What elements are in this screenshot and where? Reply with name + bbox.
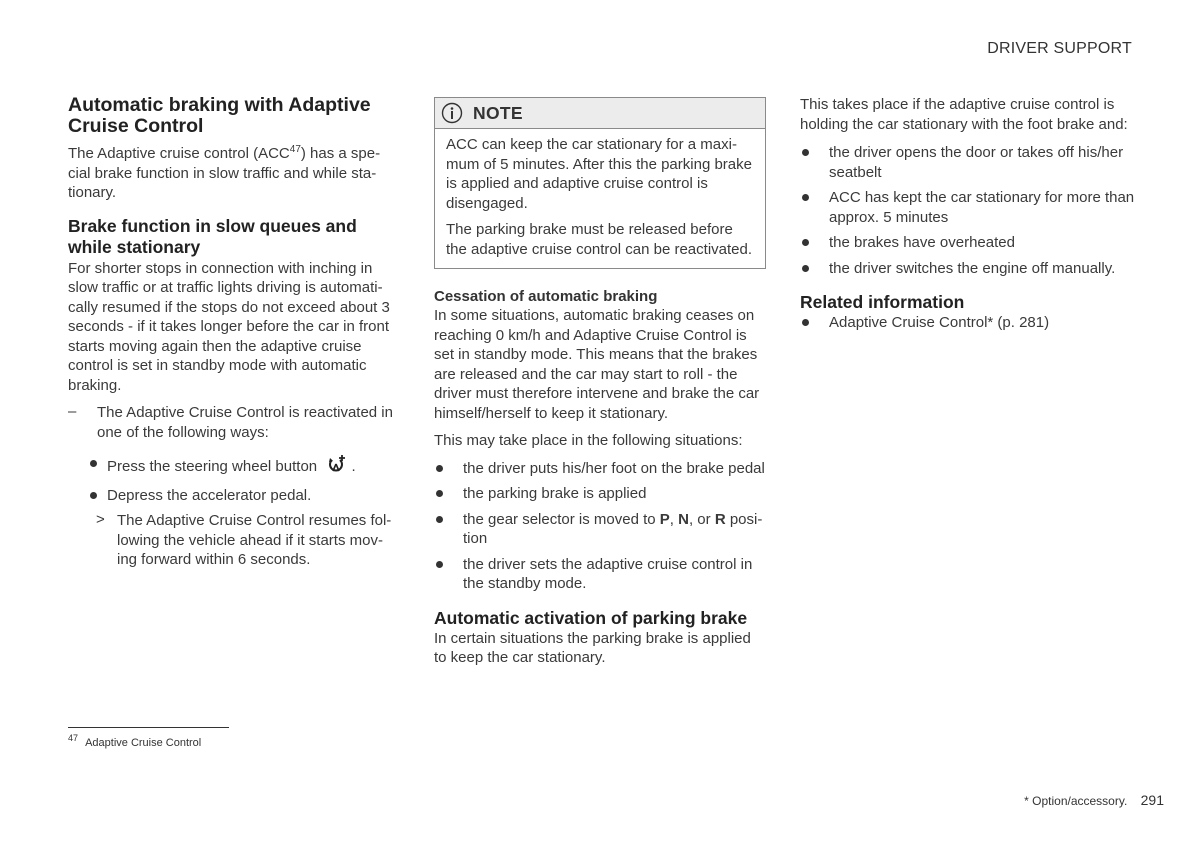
list-item [800, 143, 1135, 182]
bullet-dot [436, 516, 443, 523]
note-box [434, 97, 766, 269]
related-link-text[interactable]: Adaptive Cruise Control* (p. 281) [829, 314, 1050, 331]
gear-separator: , [669, 510, 679, 528]
situations-intro: This may take place in the following situations: [434, 432, 743, 449]
situations-list [434, 459, 766, 594]
list-item [434, 459, 766, 479]
gear-p: P [659, 510, 670, 528]
note-paragraph: ACC can keep the car stationary for a maxi-mum of 5 minutes. After this the parking brake is applied and adaptive cruise control is disengaged. [446, 136, 752, 212]
list-item [434, 510, 766, 549]
list-item-text: the parking brake is applied [463, 485, 647, 502]
page-header: DRIVER SUPPORT [987, 40, 1132, 57]
bullet-dot [802, 265, 809, 272]
list-item [88, 454, 400, 480]
intro-paragraph [68, 140, 400, 203]
related-link[interactable] [800, 313, 1135, 333]
footnote-ref[interactable]: 47 [289, 144, 301, 155]
option-text: Depress the accelerator pedal. [107, 486, 312, 504]
bullet-dot [90, 460, 97, 467]
footnote-number: 47 [68, 733, 79, 743]
list-item-text: the driver puts his/her foot on the brake pedal [463, 459, 765, 477]
reactivation-options [88, 454, 400, 505]
page-number: 291 [1140, 792, 1164, 808]
info-circle-icon [441, 102, 463, 124]
option-period: . [351, 458, 356, 475]
brake-function-paragraph: For shorter stops in connection with inching in slow traffic or at traffic lights driving is automati-cally resumed if the stops do not exceed about 3 seconds - if it takes longer before the car in front starts moving again then the adaptive cruise control is set in standby mode with automatic braking. [68, 259, 390, 394]
note-title: NOTE [473, 102, 523, 123]
steering-wheel-resume-icon [325, 454, 347, 480]
column-right [800, 95, 1135, 339]
bullet-dot [436, 465, 443, 472]
list-item-text: the driver opens the door or takes off his/her seatbelt [829, 144, 1124, 181]
conditions-intro: This takes place if the adaptive cruise control is holding the car stationary with the foot brake and: [800, 96, 1128, 133]
step-text: The Adaptive Cruise Control is reactivated in one of the following ways: [97, 404, 393, 441]
section-title: Automatic braking with Adaptive Cruise Control [68, 94, 371, 137]
note-body [435, 129, 765, 268]
gear-text: the gear selector is moved to [463, 510, 660, 528]
list-item [88, 486, 400, 506]
bullet-dot [802, 149, 809, 156]
related-heading: Related information [800, 292, 965, 312]
list-item [434, 555, 766, 594]
note-paragraph: The parking brake must be released before the adaptive cruise control can be reactivated. [446, 221, 753, 258]
option-text: Press the steering wheel button [107, 458, 318, 475]
step-item [68, 403, 400, 442]
cessation-heading: Cessation of automatic braking [434, 288, 658, 305]
footnote [68, 733, 201, 749]
result-item [68, 511, 400, 570]
list-item-text: ACC has kept the car stationary for more than approx. 5 minutes [829, 189, 1135, 226]
page-footer [1024, 792, 1164, 808]
bullet-dot [90, 492, 97, 499]
gear-text-end: posi-tion [463, 510, 763, 547]
column-left [68, 95, 400, 570]
list-item-text: the brakes have overheated [829, 234, 1015, 251]
bullet-dot [802, 319, 809, 326]
footnote-text: Adaptive Cruise Control [85, 736, 202, 749]
list-item [434, 484, 766, 504]
footnote-divider [68, 727, 229, 728]
gear-r: R [714, 510, 726, 528]
result-text: The Adaptive Cruise Control resumes fol-lowing the vehicle ahead if it starts mov-ing forward within 6 seconds. [117, 512, 392, 568]
note-header [435, 98, 765, 129]
bullet-dot [436, 490, 443, 497]
gear-n: N [678, 510, 689, 528]
list-item [800, 188, 1135, 227]
activation-heading: Automatic activation of parking brake [434, 607, 748, 628]
related-list [800, 313, 1135, 333]
option-accessory-note: * Option/accessory. [1024, 794, 1128, 808]
activation-paragraph: In certain situations the parking brake is applied to keep the car stationary. [434, 629, 751, 666]
list-item-text: the driver sets the adaptive cruise control in the standby mode. [463, 555, 753, 592]
list-item [800, 233, 1135, 253]
intro-text-b: ) has a spe-cial brake function in slow traffic and while sta-tionary. [68, 145, 381, 201]
list-item [800, 259, 1135, 279]
step-marker: – [68, 403, 77, 420]
cessation-paragraph: In some situations, automatic braking ceases on reaching 0 km/h and Adaptive Cruise Control is set in standby mode. This means that the brakes are released and the car may start to roll - the driver must therefore intervene and brake the car himself/herself to keep it stationary. [434, 307, 760, 422]
result-marker: > [96, 511, 105, 528]
bullet-dot [436, 561, 443, 568]
column-middle [434, 95, 766, 668]
intro-text-a: The Adaptive cruise control (ACC [68, 145, 290, 162]
subsection-title: Brake function in slow queues and while stationary [68, 215, 357, 257]
bullet-dot [802, 239, 809, 246]
bullet-dot [802, 194, 809, 201]
gear-separator: , or [688, 510, 715, 528]
conditions-list [800, 143, 1135, 278]
list-item-text: the driver switches the engine off manually. [829, 259, 1116, 277]
